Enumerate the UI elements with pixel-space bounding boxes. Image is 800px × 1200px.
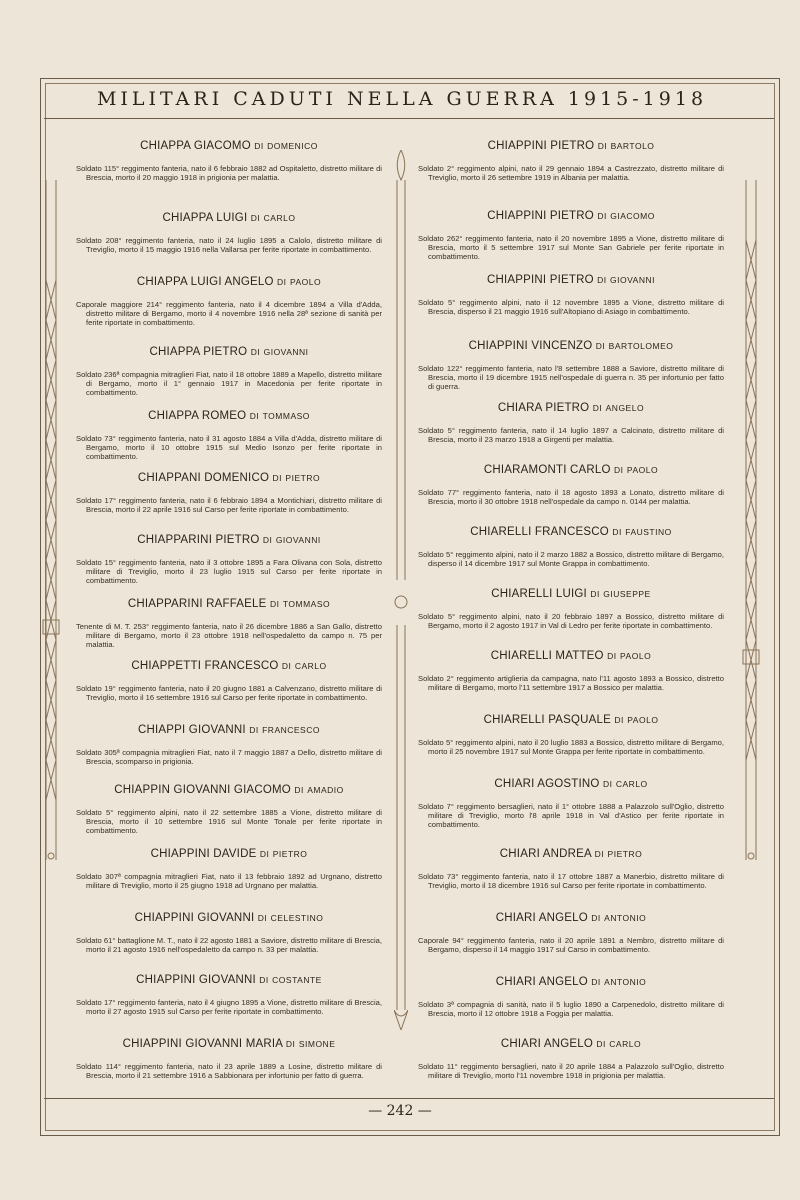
entry-di: DI	[272, 473, 283, 483]
entry-name	[418, 526, 724, 538]
entry-name	[76, 140, 382, 152]
entry-surname: CHIAPPARINI RAFFAELE	[127, 598, 267, 610]
footer-rule	[44, 1098, 774, 1099]
page-header-title: MILITARI CADUTI NELLA GUERRA 1915-1918	[96, 88, 708, 110]
entry	[418, 464, 724, 506]
entry-father: GIACOMO	[610, 211, 655, 221]
entry-di: DI	[249, 411, 260, 421]
entry-surname: CHIARELLI PASQUALE	[483, 714, 611, 726]
entry-text: Soldato 73° reggimento fanteria, nato il 17 ottobre 1887 a Manerbio, distretto militare di Treviglio, morto il 18 dicembre 1916 sul Carso per ferite riportate in combattimento.	[418, 872, 724, 890]
entry-di: DI	[594, 849, 605, 859]
entry-text: Soldato 5° reggimento alpini, nato il 2 marzo 1882 a Bossico, distretto militare di Bergamo, disperso il 14 dicembre 1917 sul Monte Grappa in combattimento.	[418, 550, 724, 568]
entry-surname: CHIARELLI FRANCESCO	[470, 526, 609, 538]
entry-surname: CHIAPPINI PIETRO	[487, 274, 594, 286]
entry	[418, 650, 724, 692]
entry-di: DI	[590, 589, 600, 599]
entry	[418, 402, 724, 444]
entry-name	[418, 976, 724, 988]
entry-surname: CHIAPPINI GIOVANNI	[136, 974, 256, 986]
entry-surname: CHIARI AGOSTINO	[494, 778, 600, 790]
entry-surname: CHIAPPARINI PIETRO	[137, 534, 260, 546]
central-staff-icon	[394, 150, 408, 1030]
entry-name	[76, 534, 382, 546]
entry-text: Soldato 5° reggimento alpini, nato il 12 novembre 1895 a Vione, distretto militare di Brescia, disperso il 21 maggio 1916 sull'Altopiano di Asiago in combattimento.	[418, 298, 724, 316]
entry-name	[418, 402, 724, 414]
entry-surname: CHIARELLI LUIGI	[491, 588, 587, 600]
entry-text: Soldato 122° reggimento fanteria, nato l'8 settembre 1888 a Saviore, distretto militare di Brescia, morto il 19 dicembre 1915 nell'ospedale di guerra n. 35 per infortunio per fatto di guerra.	[418, 364, 724, 391]
entry	[76, 974, 382, 1016]
entry	[418, 848, 724, 890]
entry	[418, 274, 724, 316]
entry-surname: CHIAPPI GIOVANNI	[138, 724, 246, 736]
entry-father: CARLO	[609, 1039, 642, 1049]
entry-text: Soldato 17° reggimento fanteria, nato il 6 febbraio 1894 a Montichiari, distretto militare di Brescia, morto il 22 aprile 1916 sul Carso per ferite riportate in combattimento.	[76, 496, 382, 514]
entry-father: CARLO	[615, 779, 648, 789]
entry-name	[76, 974, 382, 986]
entry-surname: CHIARI ANGELO	[495, 912, 588, 924]
entry-father: GIUSEPPE	[603, 589, 651, 599]
entry-text: Caporale maggiore 214° reggimento fanteria, nato il 4 dicembre 1894 a Villa d'Adda, distretto militare di Bergamo, morto il 4 novembre 1916 nella 28ª sezione di sanità per ferite riportate in combattimento.	[76, 300, 382, 327]
entry	[76, 660, 382, 702]
entry-name	[76, 276, 382, 288]
entry-father: BARTOLOMEO	[608, 341, 674, 351]
entry-di: DI	[607, 651, 617, 661]
entry	[418, 140, 724, 182]
entry	[418, 588, 724, 630]
entry-di: DI	[595, 341, 606, 351]
entry-father: GIOVANNI	[263, 347, 309, 357]
page-number: — 242 —	[368, 1103, 432, 1119]
entry-father: SIMONE	[298, 1039, 336, 1049]
entry-father: ANGELO	[605, 403, 645, 413]
entry-name	[418, 714, 724, 726]
entry-di: DI	[262, 535, 273, 545]
entry-di: DI	[254, 141, 264, 151]
entry-text: Soldato 73° reggimento fanteria, nato il 31 agosto 1884 a Villa d'Adda, distretto militare di Bergamo, morto il 10 ottobre 1915 sul Medio Isonzo per ferite riportate in combattimento.	[76, 434, 382, 461]
entry-surname: CHIARI ANGELO	[500, 1038, 593, 1050]
entry-text: Soldato 19° reggimento fanteria, nato il 20 giugno 1881 a Calvenzano, distretto militare di Treviglio, morto il 16 settembre 1916 sul Carso per ferite riportate in combattimento.	[76, 684, 382, 702]
entry-name	[76, 660, 382, 672]
entry-surname: CHIAPPINI GIOVANNI	[134, 912, 255, 924]
entry-di: DI	[259, 975, 269, 985]
entry-text: Soldato 2° reggimento alpini, nato il 29 gennaio 1894 a Castrezzato, distretto militare di Treviglio, morto il 26 settembre 1919 in Albania per malattia.	[418, 164, 724, 182]
entry-name	[418, 588, 724, 600]
entry	[418, 210, 724, 261]
header-rule	[44, 118, 774, 119]
entry	[76, 784, 382, 835]
entry-text: Soldato 262° reggimento fanteria, nato il 20 novembre 1895 a Vione, distretto militare di Brescia, morto il 5 settembre 1917 sul Monte San Gabriele per ferite riportate in combattimento.	[418, 234, 724, 261]
entry-di: DI	[281, 661, 292, 671]
entry	[76, 276, 382, 327]
entry-father: PAOLO	[620, 651, 652, 661]
entry-father: FRANCESCO	[262, 725, 320, 735]
entry-name	[418, 778, 724, 790]
entry-surname: CHIAPPINI GIOVANNI MARIA	[122, 1038, 283, 1050]
entry-text: Soldato 2° reggimento artiglieria da campagna, nato l'11 agosto 1893 a Bossico, distretto militare di Bergamo, morto l'11 settembre 1917 a Bossico per malattia.	[418, 674, 724, 692]
entry-name	[418, 340, 724, 352]
entry	[76, 534, 382, 585]
entry-father: PIETRO	[272, 849, 308, 859]
entry-surname: CHIAPPANI DOMENICO	[137, 472, 270, 484]
entry	[418, 976, 724, 1018]
entry-di: DI	[269, 599, 280, 609]
entry-name	[76, 472, 382, 484]
right-ornament-icon	[740, 180, 762, 860]
entry	[76, 848, 382, 890]
entry-name	[76, 598, 382, 610]
entry-surname: CHIAPPA LUIGI	[162, 212, 248, 224]
entry-name	[76, 724, 382, 736]
entry-father: CARLO	[263, 213, 296, 223]
entry-father: ANTONIO	[604, 913, 647, 923]
entry-father: AMADIO	[307, 785, 344, 795]
entry-di: DI	[614, 715, 624, 725]
entry-name	[418, 274, 724, 286]
entry	[418, 1038, 724, 1080]
entry-di: DI	[592, 403, 603, 413]
entry-name	[76, 848, 382, 860]
entry-father: DOMENICO	[267, 141, 318, 151]
entry-father: TOMMASO	[262, 411, 310, 421]
entry-name	[76, 784, 382, 796]
entry-text: Soldato 11° reggimento bersaglieri, nato il 20 aprile 1884 a Palazzolo sull'Oglio, distretto militare di Treviglio, morto l'11 novembre 1918 in prigionia per malattia.	[418, 1062, 724, 1080]
entry-di: DI	[614, 465, 624, 475]
entry-surname: CHIAPPA PIETRO	[149, 346, 248, 358]
entry-father: FAUSTINO	[625, 527, 672, 537]
entry-di: DI	[597, 275, 607, 285]
entry-surname: CHIAPPINI PIETRO	[487, 210, 594, 222]
entry	[76, 598, 382, 649]
entry-name	[76, 912, 382, 924]
entry-text: Soldato 61° battaglione M. T., nato il 22 agosto 1881 a Saviore, distretto militare di Brescia, morto il 21 agosto 1916 nell'ospedaletto da campo n. 33 per malattia.	[76, 936, 382, 954]
entry	[76, 912, 382, 954]
entry-di: DI	[597, 211, 607, 221]
entry-name	[76, 1038, 382, 1050]
entry-surname: CHIAPPINI PIETRO	[487, 140, 595, 152]
entry	[76, 472, 382, 514]
entry	[76, 724, 382, 766]
entry-father: PAOLO	[627, 715, 659, 725]
entry-text: Soldato 307ª compagnia mitraglieri Fiat, nato il 13 febbraio 1892 ad Urgnano, distretto militare di Treviglio, morto il 25 giugno 1918 ad Urgnano per malattia.	[76, 872, 382, 890]
entry-text: Tenente di M. T. 253° reggimento fanteria, nato il 26 dicembre 1886 a San Gallo, distretto militare di Bergamo, morto il 23 ottobre 1918 nell'ospedaletto da campo n. 75 per malattia.	[76, 622, 382, 649]
left-ornament-icon	[40, 180, 62, 860]
entry-father: CARLO	[294, 661, 327, 671]
entry-di: DI	[250, 347, 261, 357]
entry-di: DI	[597, 141, 608, 151]
entry-name	[418, 464, 724, 476]
entry-father: PIETRO	[607, 849, 643, 859]
entry-text: Soldato 7° reggimento bersaglieri, nato il 1° ottobre 1888 a Palazzolo sull'Oglio, distretto militare di Treviglio, morto l'8 aprile 1918 in Val d'Astico per ferite riportate in combattimento.	[418, 802, 724, 829]
entry-di: DI	[285, 1039, 296, 1049]
entry-text: Soldato 17° reggimento fanteria, nato il 4 giugno 1895 a Vione, distretto militare di Brescia, morto il 27 agosto 1915 sul Carso per ferite riportate in combattimento.	[76, 998, 382, 1016]
entry-name	[418, 912, 724, 924]
entry-text: Soldato 115° reggimento fanteria, nato il 6 febbraio 1882 ad Ospitaletto, distretto militare di Brescia, morto il 20 maggio 1918 in prigionia per malattia.	[76, 164, 382, 182]
entry-surname: CHIAPPA ROMEO	[148, 410, 247, 422]
entry-di: DI	[259, 849, 270, 859]
entry-father: TOMMASO	[282, 599, 331, 609]
entry-surname: CHIAPPIN GIOVANNI GIACOMO	[114, 784, 291, 796]
entry-name	[418, 1038, 724, 1050]
entry-father: GIOVANNI	[610, 275, 655, 285]
entry	[76, 410, 382, 461]
entry-name	[418, 210, 724, 222]
entry-di: DI	[249, 725, 259, 735]
entry	[418, 778, 724, 829]
entry-father: COSTANTE	[272, 975, 322, 985]
entry-text: Soldato 305ª compagnia mitraglieri Fiat, nato il 7 maggio 1887 a Dello, distretto militare di Brescia, scomparso in prigionia.	[76, 748, 382, 766]
entry-di: DI	[612, 527, 622, 537]
entry-name	[76, 346, 382, 358]
entry-text: Caporale 94° reggimento fanteria, nato il 20 aprile 1891 a Nembro, distretto militare di Bergamo, disperso il 14 maggio 1917 sul Carso in combattimento.	[418, 936, 724, 954]
entry-father: ANTONIO	[604, 977, 647, 987]
entry-text: Soldato 5° reggimento alpini, nato il 20 luglio 1883 a Bossico, distretto militare di Bergamo, morto il 25 novembre 1917 sul Monte Grappa per ferite riportate in combattimento.	[418, 738, 724, 756]
entry-di: DI	[250, 213, 261, 223]
entry-di: DI	[294, 785, 304, 795]
entry-di: DI	[277, 277, 287, 287]
entry-name	[418, 848, 724, 860]
entry-father: PIETRO	[285, 473, 321, 483]
entry	[418, 714, 724, 756]
entry-surname: CHIAPPETTI FRANCESCO	[131, 660, 279, 672]
entry-name	[76, 410, 382, 422]
entry-surname: CHIARI ANGELO	[495, 976, 588, 988]
entry-text: Soldato 77° reggimento fanteria, nato il 18 agosto 1893 a Lonato, distretto militare di Brescia, morto il 30 ottobre 1918 nell'ospedale da campo n. 0144 per malattia.	[418, 488, 724, 506]
entry	[418, 340, 724, 391]
entry-text: Soldato 114° reggimento fanteria, nato il 23 aprile 1889 a Losine, distretto militare di Brescia, morto il 21 settembre 1916 a Sabbionara per infortunio per fatto di guerra.	[76, 1062, 382, 1080]
entry-surname: CHIAPPA LUIGI ANGELO	[136, 276, 274, 288]
entry-text: Soldato 5° reggimento fanteria, nato il 14 luglio 1897 a Calcinato, distretto militare di Brescia, morto il 23 marzo 1918 a Girgenti per malattia.	[418, 426, 724, 444]
entry-father: PAOLO	[289, 277, 322, 287]
entry-text: Soldato 236ª compagnia mitraglieri Fiat, nato il 18 ottobre 1889 a Mapello, distretto militare di Bergamo, morto il 1° gennaio 1917 in Macedonia per ferite riportate in combattimento.	[76, 370, 382, 397]
entry	[76, 1038, 382, 1080]
entry-surname: CHIAPPA GIACOMO	[140, 140, 251, 152]
entry-text: Soldato 5° reggimento alpini, nato il 20 febbraio 1897 a Bossico, distretto militare di Bergamo, morto il 2 agosto 1917 in Val di Ledro per ferite riportate in combattimento.	[418, 612, 724, 630]
entry-text: Soldato 5° reggimento alpini, nato il 22 settembre 1885 a Vione, distretto militare di Brescia, morto il 10 settembre 1916 sul Monte Tonale per ferite riportate in combattimento.	[76, 808, 382, 835]
entry-di: DI	[591, 977, 601, 987]
entry-name	[76, 212, 382, 224]
entry-father: PAOLO	[626, 465, 659, 475]
entry-surname: CHIARELLI MATTEO	[490, 650, 604, 662]
entry	[418, 526, 724, 568]
entry-surname: CHIAPPINI VINCENZO	[468, 340, 593, 352]
entry-surname: CHIARI ANDREA	[499, 848, 592, 860]
entry-surname: CHIAPPINI DAVIDE	[150, 848, 257, 860]
entry-name	[418, 650, 724, 662]
entry-di: DI	[602, 779, 613, 789]
entry	[76, 212, 382, 254]
entry	[418, 912, 724, 954]
entry	[76, 140, 382, 182]
entry-text: Soldato 15° reggimento fanteria, nato il 3 ottobre 1895 a Fara Olivana con Sola, distretto militare di Treviglio, morto il 23 luglio 1915 sul Carso per ferite riportate in combattimento.	[76, 558, 382, 585]
entry-text: Soldato 3ª compagnia di sanità, nato il 5 luglio 1890 a Carpenedolo, distretto militare di Brescia, morto il 12 ottobre 1918 a Foggia per malattia.	[418, 1000, 724, 1018]
entry-text: Soldato 208° reggimento fanteria, nato il 24 luglio 1895 a Calolo, distretto militare di Treviglio, morto il 15 maggio 1916 nella Vallarsa per ferite riportate in combattimento.	[76, 236, 382, 254]
entry-di: DI	[596, 1039, 606, 1049]
entry-father: GIOVANNI	[275, 535, 321, 545]
entry-di: DI	[257, 913, 268, 923]
entry-name	[418, 140, 724, 152]
entry	[76, 346, 382, 397]
entry-surname: CHIARAMONTI CARLO	[483, 464, 611, 476]
entry-surname: CHIARA PIETRO	[497, 402, 590, 414]
entry-father: CELESTINO	[270, 913, 324, 923]
entry-father: BARTOLO	[610, 141, 655, 151]
entry-di: DI	[591, 913, 601, 923]
